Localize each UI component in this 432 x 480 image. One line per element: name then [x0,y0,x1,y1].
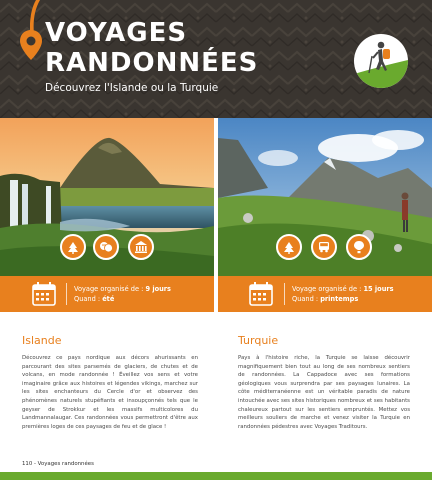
turkey-photo [218,118,432,276]
location-pin-icon [20,30,42,60]
page-title: VOYAGES RANDONNÉES [45,18,259,78]
masks-icon [93,234,119,260]
turquie-column [238,334,410,431]
hot-air-balloon-icon [346,234,372,260]
iceland-photo [0,118,214,276]
museum-icon [128,234,154,260]
hiker-badge [354,34,408,88]
info-divider [284,283,285,305]
page-subtitle: Découvrez l'Islande ou la Turquie [45,82,219,94]
bus-icon [311,234,337,260]
islande-heading: Islande [22,334,62,347]
page-header [0,0,432,118]
turquie-description: Pays à l'histoire riche, la Turquie se laisse découvrir magnifiquement bien tout au long de ses nombreux sentiers de randonnées. La Cappadoce avec ses formations géologiques vous surprendra par ses paysages lunaires. La côte méditerranéenne est un véritable paradis de nature intouchée avec ses sites historiques nombreux et ses habitants chaleureux partout sur les sentiers empruntés. Mettez vos meilleurs souliers de marche et venez visiter la Turquie en randonnées pédestres avec Voyages Traditours. [238,355,410,430]
turquie-trip-info: Voyage organisé de : 15 jours Quand : printemps [292,285,394,303]
islande-trip-info: Voyage organisé de : 9 jours Quand : été [74,285,171,303]
footer-bar [0,472,432,480]
orange-swoosh [30,0,44,34]
page-footer-label: 110 - Voyages randonnées [22,461,94,467]
snowflake-tree-icon [60,234,86,260]
hiker-icon [354,34,408,88]
info-divider [66,283,67,305]
snowflake-tree-icon [276,234,302,260]
islande-column [22,334,198,431]
turquie-heading: Turquie [238,334,279,347]
islande-info-bar [0,276,214,312]
turquie-info-bar [218,276,432,312]
islande-description: Découvrez ce pays nordique aux décors ahurissants en parcourant des sites parsemés de glaciers, de chutes et de volcans, en mode randonnée ! Éveillez vos sens et votre imaginaire grâce aux histoires et légendes vikings, marchez sur les sites enchanteurs du Cercle d'or et observez des phénomènes naturels stupéfiants et insoupçonnés tels que le geyser de Strokkur et les massifs multicolores du Landmannalaugar. Ces randonnées vous permettront d'être aux premières loges de ces paysages de feu et de glace ! [22,355,198,430]
calendar-icon [32,282,56,306]
calendar-icon [249,282,273,306]
